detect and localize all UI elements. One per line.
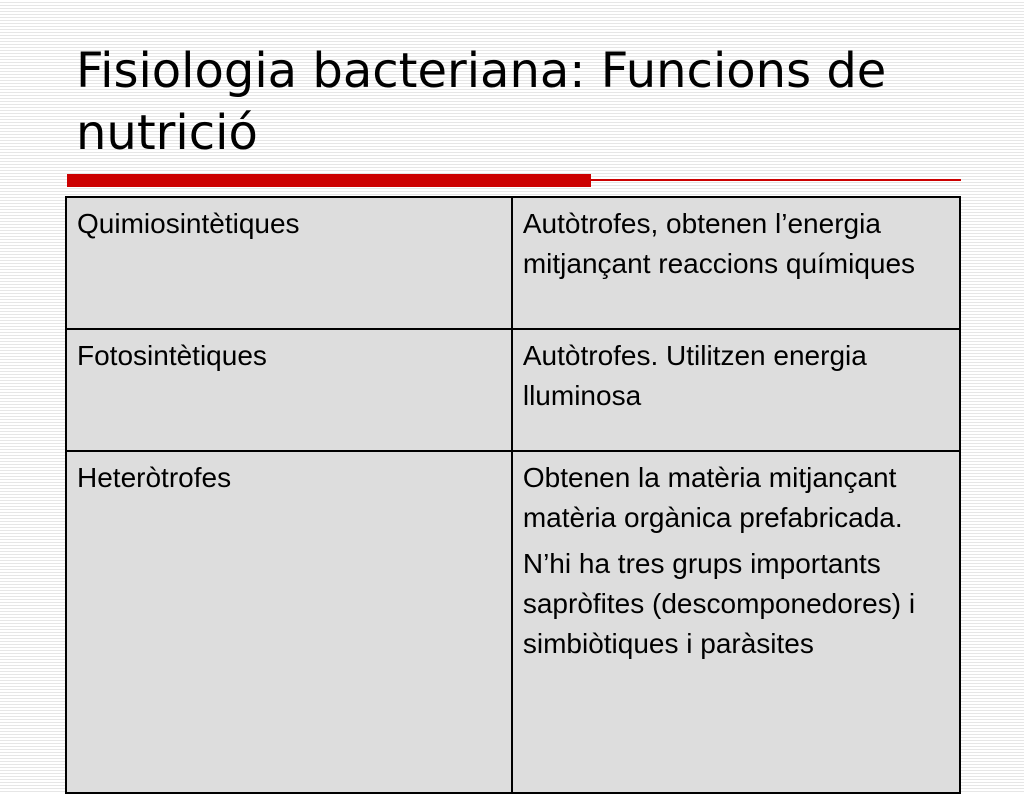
description-text: N’hi ha tres grups importants sapròfites (descomponedores) i simbiòtiques i paràsites <box>522 548 916 659</box>
title-underline-line <box>591 179 961 181</box>
title-underline-bar <box>67 174 591 187</box>
description-cell <box>512 329 960 451</box>
description-cell <box>512 197 960 329</box>
table-row <box>66 329 960 451</box>
slide-title: Fisiologia bacteriana: Funcions de nutrició <box>76 43 887 161</box>
table-row <box>66 451 960 793</box>
description-cell <box>512 451 960 793</box>
term-cell: Fotosintètiques <box>66 329 512 451</box>
nutrition-table <box>65 196 961 794</box>
description-text: Obtenen la matèria mitjançant matèria orgànica prefabricada. <box>522 462 903 533</box>
description-text: Autòtrofes. Utilitzen energia lluminosa <box>522 340 867 411</box>
table-row <box>66 197 960 329</box>
title-underline <box>67 174 961 187</box>
description-text: Autòtrofes, obtenen l’energia mitjançant reaccions químiques <box>522 208 916 279</box>
term-cell: Quimiosintètiques <box>66 197 512 329</box>
term-cell: Heteròtrofes <box>66 451 512 793</box>
